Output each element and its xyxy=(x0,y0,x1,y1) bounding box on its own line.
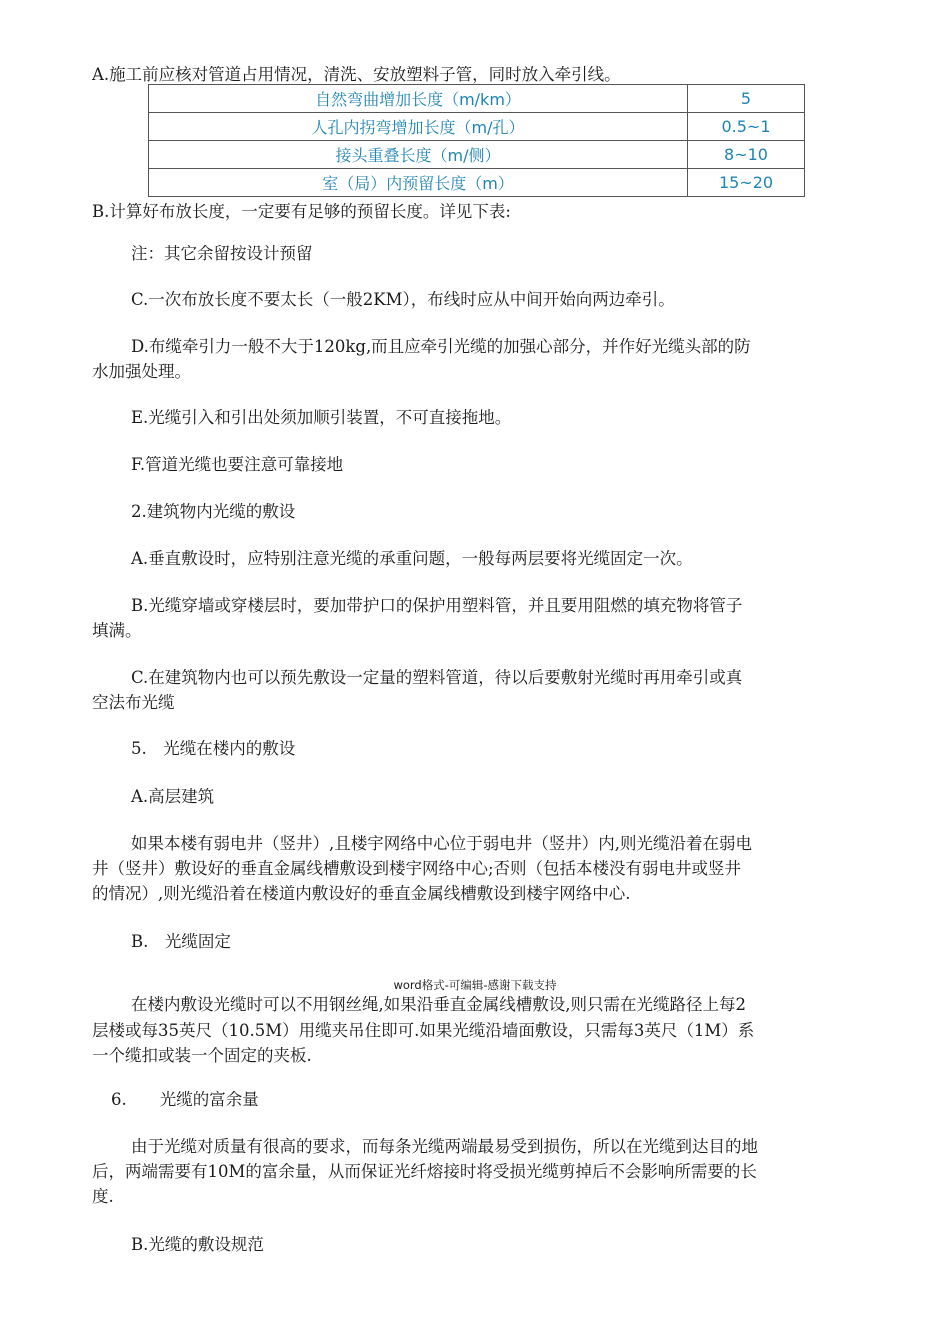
paragraph-b5: B. 光缆固定 xyxy=(131,932,231,951)
paragraph-pb-line2: 层楼或每35英尺（10.5M）用缆夹吊住即可.如果光缆沿墙面敷设，只需每3英尺（1M）系 xyxy=(92,1021,755,1040)
table-row xyxy=(149,85,805,113)
table-cell-value: 8~10 xyxy=(688,141,805,169)
paragraph-b1: B.计算好布放长度，一定要有足够的预留长度。详见下表: xyxy=(92,202,511,221)
table-cell-item: 自然弯曲增加长度（m/km） xyxy=(149,85,688,113)
section-heading-6: 6. 光缆的富余量 xyxy=(111,1090,259,1109)
table-cell-item: 室（局）内预留长度（m） xyxy=(149,169,688,197)
paragraph-a1: A.施工前应核对管道占用情况，清洗、安放塑料子管，同时放入牵引线。 xyxy=(92,65,621,84)
table-cell-value: 0.5~1 xyxy=(688,113,805,141)
section-heading-5: 5. 光缆在楼内的敷设 xyxy=(131,739,296,758)
paragraph-pb-line3: 一个缆扣或装一个固定的夹板. xyxy=(92,1046,312,1065)
table-row xyxy=(149,169,805,197)
paragraph-b6: B.光缆的敷设规范 xyxy=(131,1235,264,1254)
paragraph-p6-line1: 由于光缆对质量有很高的要求，而每条光缆两端最易受到损伤，所以在光缆到达目的地 xyxy=(131,1137,758,1156)
paragraph-p6-line2: 后，两端需要有10M的富余量，从而保证光纤熔接时将受损光缆剪掉后不会影响所需要的长 xyxy=(92,1162,757,1181)
table-row xyxy=(149,113,805,141)
table-cell-item: 接头重叠长度（m/侧） xyxy=(149,141,688,169)
table-cell-value: 5 xyxy=(688,85,805,113)
table-cell-item: 人孔内拐弯增加长度（m/孔） xyxy=(149,113,688,141)
paragraph-f1: F.管道光缆也要注意可靠接地 xyxy=(131,455,344,474)
paragraph-d1-line2: 水加强处理。 xyxy=(92,362,191,381)
paragraph-p6-line3: 度. xyxy=(92,1187,114,1206)
paragraph-b2-line1: B.光缆穿墙或穿楼层时，要加带护口的保护用塑料管，并且要用阻燃的填充物将管子 xyxy=(131,596,743,615)
paragraph-a5: A.高层建筑 xyxy=(131,787,215,806)
paragraph-note: 注：其它余留按设计预留 xyxy=(131,244,313,263)
spec-table xyxy=(148,84,805,197)
paragraph-b2-line2: 填满。 xyxy=(92,621,142,640)
paragraph-pb-line1: 在楼内敷设光缆时可以不用钢丝绳,如果沿垂直金属线槽敷设,则只需在光缆路径上每2 xyxy=(131,995,746,1014)
paragraph-a2: A.垂直敷设时，应特别注意光缆的承重问题，一般每两层要将光缆固定一次。 xyxy=(131,549,693,568)
paragraph-p5-line1: 如果本楼有弱电井（竖井）,且楼宇网络中心位于弱电井（竖井）内,则光缆沿着在弱电 xyxy=(131,834,752,853)
paragraph-e1: E.光缆引入和引出处须加顺引装置，不可直接拖地。 xyxy=(131,408,512,427)
table-cell-value: 15~20 xyxy=(688,169,805,197)
paragraph-c1: C.一次布放长度不要太长（一般2KM），布线时应从中间开始向两边牵引。 xyxy=(131,290,675,309)
paragraph-c2-line1: C.在建筑物内也可以预先敷设一定量的塑料管道，待以后要敷射光缆时再用牵引或真 xyxy=(131,668,743,687)
table-row xyxy=(149,141,805,169)
paragraph-p5-line3: 的情况）,则光缆沿着在楼道内敷设好的垂直金属线槽敷设到楼宇网络中心. xyxy=(92,884,631,903)
paragraph-d1-line1: D.布缆牵引力一般不大于120kg,而且应牵引光缆的加强心部分，并作好光缆头部的防 xyxy=(131,337,751,356)
paragraph-c2-line2: 空法布光缆 xyxy=(92,693,175,712)
page-footer: word格式-可编辑-感谢下载支持 xyxy=(393,978,557,992)
section-heading-2: 2.建筑物内光缆的敷设 xyxy=(131,502,296,521)
paragraph-p5-line2: 井（竖井）敷设好的垂直金属线槽敷设到楼宇网络中心;否则（包括本楼没有弱电井或竖井 xyxy=(92,859,742,878)
